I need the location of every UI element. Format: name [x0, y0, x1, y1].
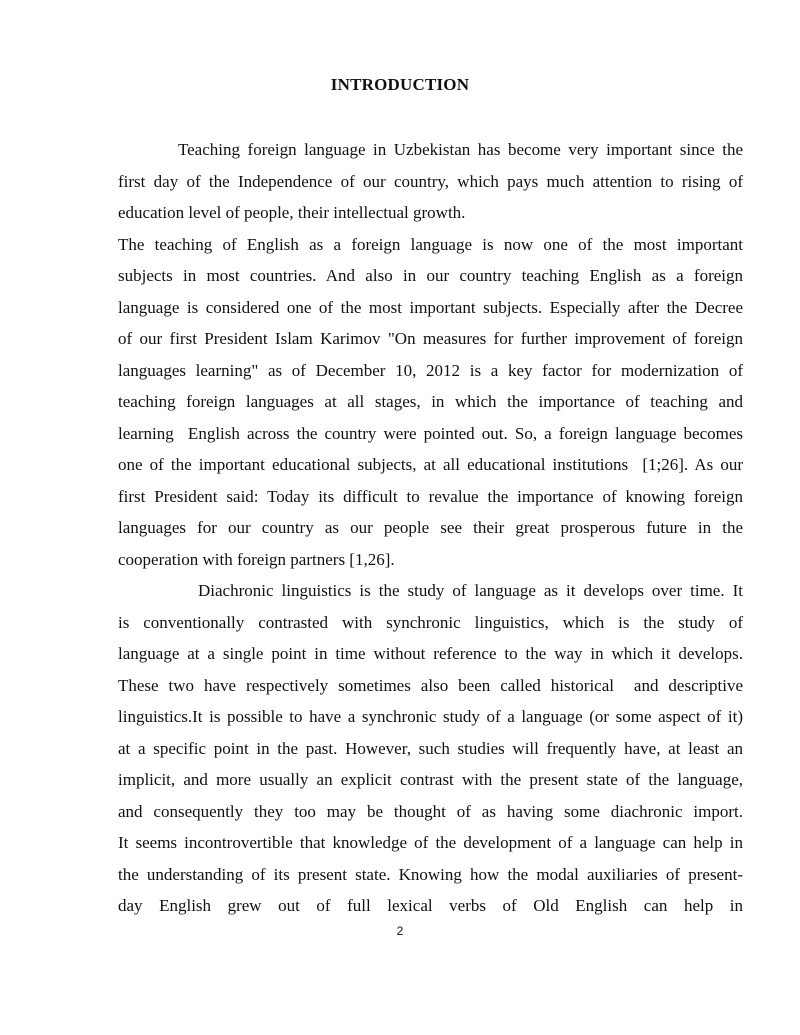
page-number: 2	[396, 924, 404, 938]
text-line: cooperation with foreign partners [1,26].	[118, 549, 395, 569]
text-line: languages for our country as our people see their great prosperous future in the	[118, 518, 743, 537]
text-line: of our first President Islam Karimov "On measures for further improvement of foreign	[118, 329, 743, 348]
text-line: first day of the Independence of our country, which pays much attention to rising of	[118, 171, 743, 191]
text-line: The teaching of English as a foreign language is now one of the most important	[118, 234, 743, 254]
text-line: day English grew out of full lexical verbs of Old English can help in	[118, 896, 743, 915]
text-line: linguistics.It is possible to have a synchronic study of a language (or some aspect of it)	[118, 707, 743, 726]
text-line: at a specific point in the past. However, such studies will frequently have, at least an	[118, 738, 743, 758]
text-line: Diachronic linguistics is the study of language as it develops over time. It	[118, 581, 743, 600]
body-text	[118, 137, 743, 925]
text-line: language is considered one of the most important subjects. Especially after the Decree	[118, 297, 743, 317]
text-line: is conventionally contrasted with synchronic linguistics, which is the study of	[118, 612, 743, 632]
text-line: It seems incontrovertible that knowledge of the development of a language can help in	[118, 833, 743, 852]
page-title: INTRODUCTION	[330, 75, 470, 94]
text-line: implicit, and more usually an explicit contrast with the present state of the language,	[118, 770, 743, 789]
text-line: languages learning" as of December 10, 2012 is a key factor for modernization of	[118, 360, 743, 380]
text-line: first President said: Today its difficult to revalue the importance of knowing foreign	[118, 486, 743, 506]
text-line: These two have respectively sometimes also been called historical and descriptive	[118, 675, 743, 695]
text-line: Teaching foreign language in Uzbekistan has become very important since the	[118, 140, 743, 159]
text-line: learning English across the country were pointed out. So, a foreign language becomes	[118, 423, 743, 443]
text-line: education level of people, their intellectual growth.	[118, 203, 466, 222]
text-line: subjects in most countries. And also in our country teaching English as a foreign	[118, 266, 743, 285]
text-line: teaching foreign languages at all stages, in which the importance of teaching and	[118, 392, 743, 411]
text-line: language at a single point in time without reference to the way in which it develops.	[118, 644, 743, 663]
text-line: and consequently they too may be thought of as having some diachronic import.	[118, 801, 743, 821]
text-line: one of the important educational subjects, at all educational institutions [1;26]. As our	[118, 455, 743, 474]
text-line: the understanding of its present state. Knowing how the modal auxiliaries of present-	[118, 864, 743, 884]
